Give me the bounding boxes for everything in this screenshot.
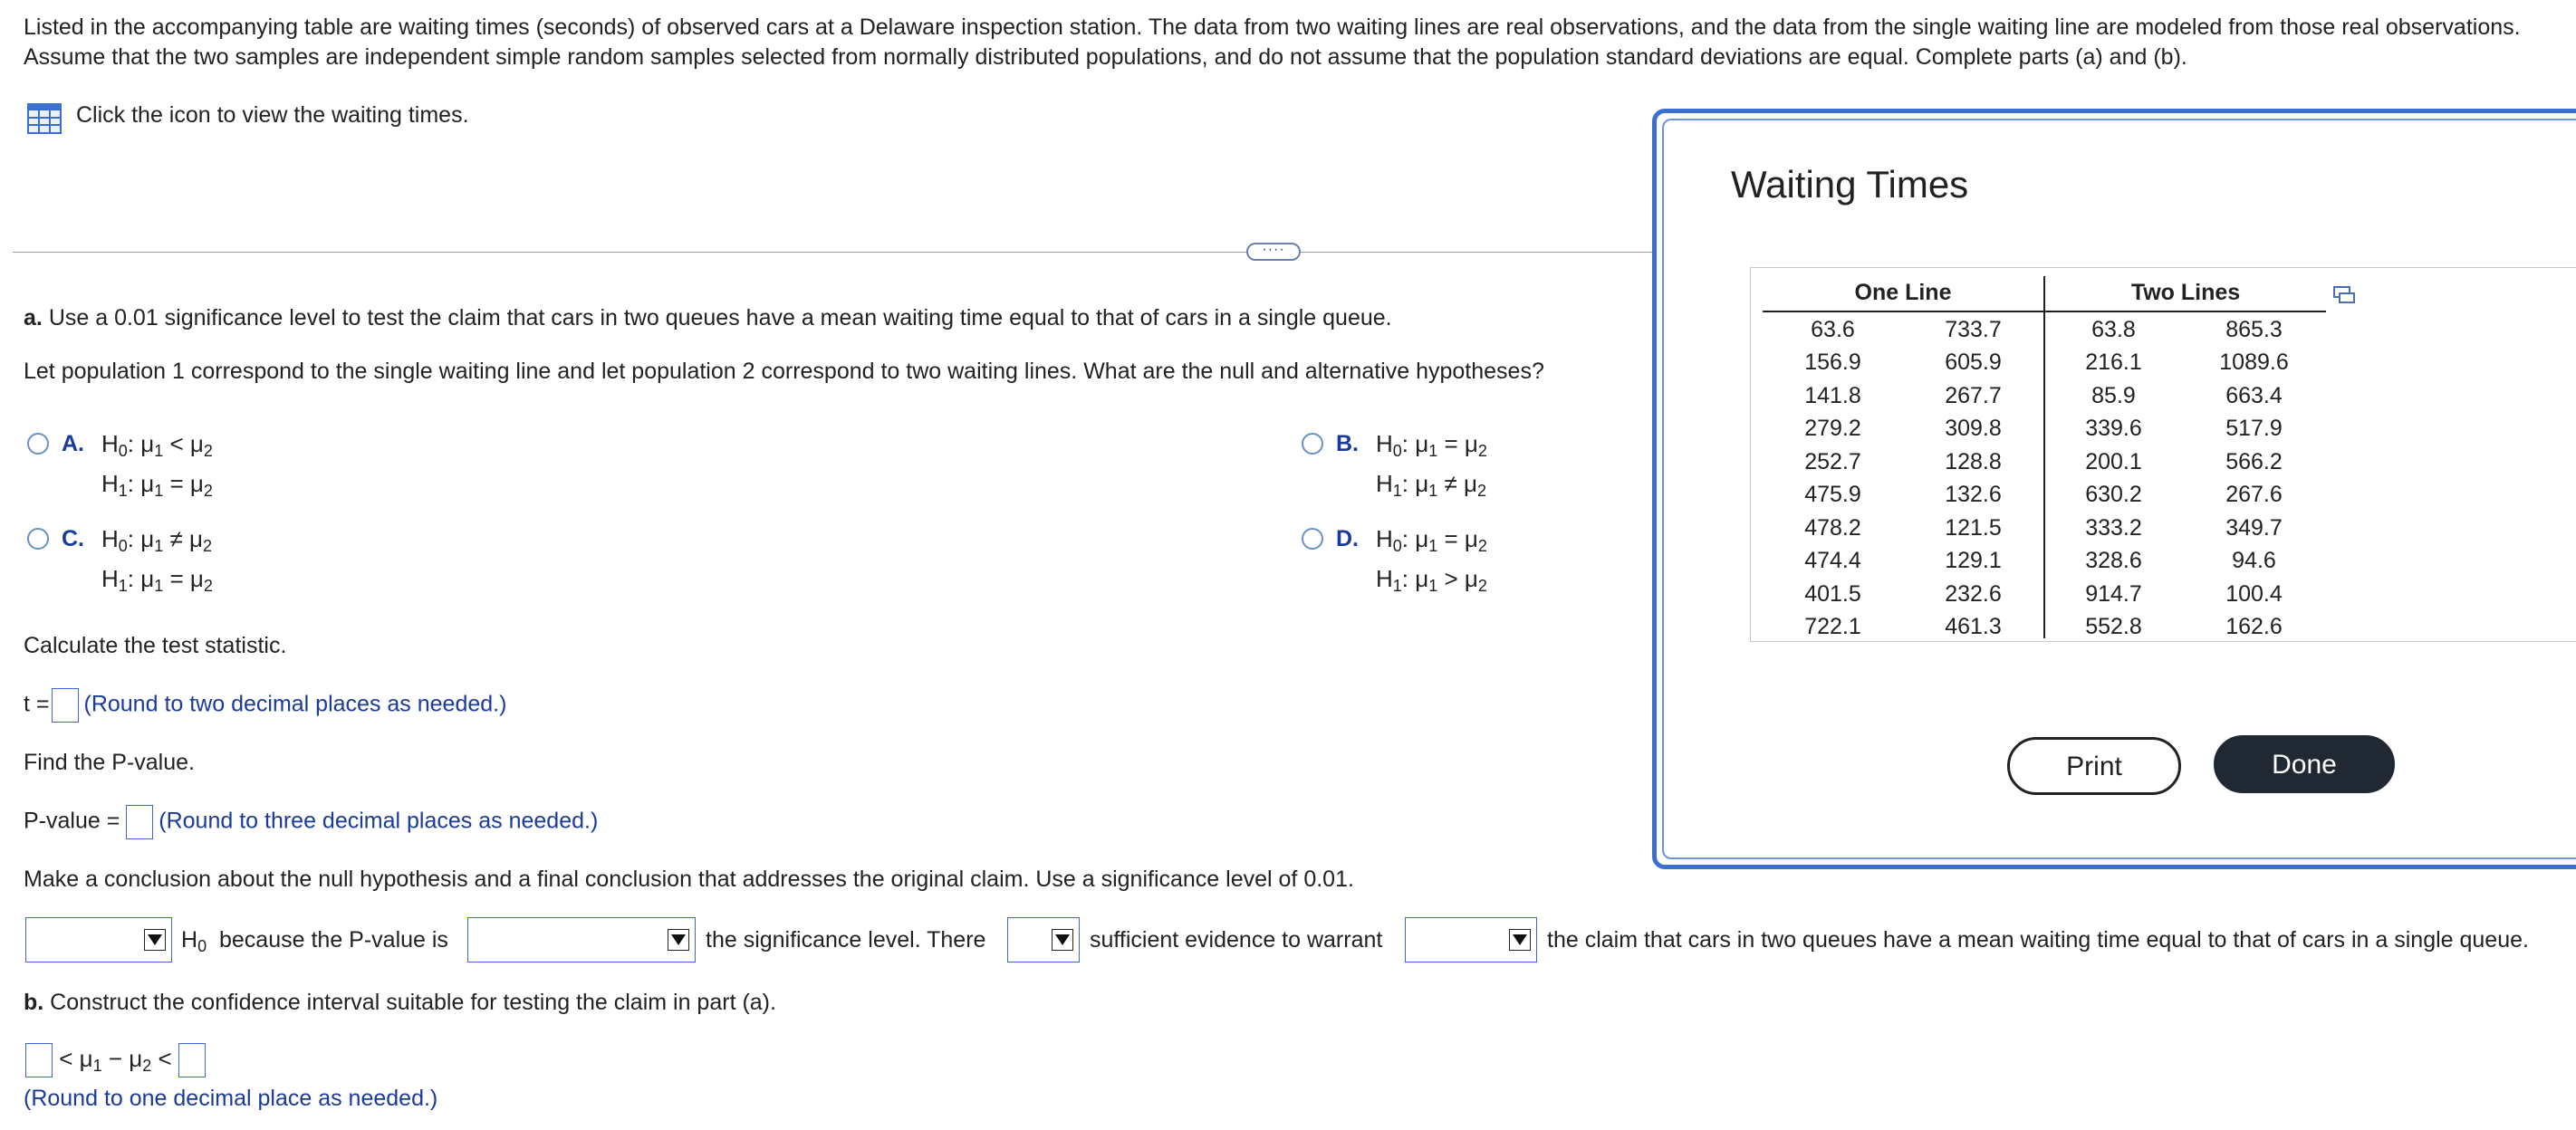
ci-upper-input[interactable] <box>178 1043 206 1077</box>
comparison-dropdown[interactable] <box>467 917 696 962</box>
table-cell: 156.9 <box>1804 350 1861 376</box>
header-underline-1 <box>1763 311 2043 312</box>
table-row <box>1763 347 2324 380</box>
section-divider <box>13 252 1654 253</box>
population-text: Let population 1 correspond to the single waiting line and let population 2 correspond to two waiting lines. What are the null and alternative hypotheses? <box>24 359 1544 384</box>
data-table-icon[interactable] <box>27 103 62 134</box>
option-b-radio[interactable] <box>1302 433 1323 455</box>
option-d-hypotheses <box>1376 519 1487 599</box>
table-cell: 339.6 <box>2085 416 2142 442</box>
table-cell: 63.6 <box>1811 316 1855 342</box>
print-button[interactable]: Print <box>2007 737 2181 795</box>
part-b-letter: b. <box>24 990 44 1015</box>
h0-label: $H_0$ <box>181 927 207 955</box>
conclusion-prompt: Make a conclusion about the null hypothesis and a final conclusion that addresses the original claim. Use a significance level of 0.01. <box>24 867 1354 892</box>
problem-intro: Listed in the accompanying table are waiting times (seconds) of observed cars at a Delaware inspection station. The data from two waiting lines are real observations, and the data from the single waiting line are modeled from those real observations. Assume that the two samples are independent simple random samples selected from normally distributed populations, and do not assume that the population standard deviations are equal. Complete parts (a) and (b). <box>24 14 2521 70</box>
table-cell: 401.5 <box>1804 580 1861 607</box>
p-row <box>24 805 598 839</box>
table-row <box>1763 313 2324 347</box>
option-a-label: A. <box>62 431 84 456</box>
table-cell: 267.6 <box>2225 482 2283 508</box>
table-row <box>1763 479 2324 512</box>
option-d-radio[interactable] <box>1302 528 1323 550</box>
table-cell: 267.7 <box>1945 382 2002 408</box>
part-a-question <box>24 303 1392 333</box>
table-cell: 566.2 <box>2225 448 2283 474</box>
group-header-one-line: One Line <box>1854 280 1952 305</box>
table-cell: 630.2 <box>2085 482 2142 508</box>
option-b-label: B. <box>1336 431 1359 456</box>
option-a-h1: $H_1$: $\mu_1 = \mu_2$ <box>101 470 213 500</box>
popup-title: Waiting Times <box>1731 163 1969 206</box>
option-a-h0: $H_0$: $\mu_1 < \mu_2$ <box>101 430 213 460</box>
copy-table-icon[interactable] <box>2332 284 2356 306</box>
table-cell: 141.8 <box>1804 382 1861 408</box>
t-prefix: t = <box>24 691 50 717</box>
table-cell: 474.4 <box>1804 548 1861 574</box>
chevron-down-icon <box>668 929 689 951</box>
option-c-radio[interactable] <box>27 528 49 550</box>
part-b-text: Construct the confidence interval suitable for testing the claim in part (a). <box>50 990 776 1015</box>
calc-test-stat-text: Calculate the test statistic. <box>24 633 287 658</box>
chevron-down-icon <box>144 929 166 951</box>
table-cell: 200.1 <box>2085 448 2142 474</box>
resize-handle[interactable]: ···· <box>1246 243 1301 261</box>
chevron-down-icon <box>1509 929 1531 951</box>
part-b-hint: (Round to one decimal place as needed.) <box>24 1086 438 1111</box>
t-hint: (Round to two decimal places as needed.) <box>83 691 507 717</box>
find-p-text: Find the P-value. <box>24 750 195 775</box>
p-value-input[interactable] <box>126 805 153 839</box>
table-cell: 85.9 <box>2091 382 2136 408</box>
table-row <box>1763 512 2324 545</box>
table-row <box>1763 545 2324 579</box>
table-cell: 252.7 <box>1804 448 1861 474</box>
table-cell: 162.6 <box>2225 614 2283 640</box>
table-row <box>1763 578 2324 611</box>
table-cell: 517.9 <box>2225 416 2283 442</box>
table-cell: 100.4 <box>2225 580 2283 607</box>
done-button[interactable]: Done <box>2214 735 2395 793</box>
conclusion-text-2: the significance level. There <box>706 927 986 953</box>
table-cell: 94.6 <box>2232 548 2276 574</box>
evidence-dropdown[interactable] <box>1007 917 1080 962</box>
p-prefix: P-value = <box>24 808 120 834</box>
option-c-label: C. <box>62 526 84 551</box>
table-cell: 333.2 <box>2085 514 2142 541</box>
table-cell: 128.8 <box>1945 448 2002 474</box>
table-cell: 63.8 <box>2091 316 2136 342</box>
view-data-link[interactable]: Click the icon to view the waiting times. <box>76 102 469 128</box>
data-table <box>1763 313 2324 644</box>
table-cell: 663.4 <box>2225 382 2283 408</box>
conclusion-text-1: because the P-value is <box>219 927 448 953</box>
p-hint: (Round to three decimal places as needed.) <box>159 808 599 834</box>
option-d-h1: $H_1$: $\mu_1 > \mu_2$ <box>1376 565 1487 595</box>
table-cell: 722.1 <box>1804 614 1861 640</box>
table-cell: 121.5 <box>1945 514 2002 541</box>
table-cell: 216.1 <box>2085 350 2142 376</box>
option-b-hypotheses <box>1376 424 1487 503</box>
option-b-h1: $H_1$: $\mu_1 \ne \mu_2$ <box>1376 470 1486 500</box>
table-cell: 552.8 <box>2085 614 2142 640</box>
part-a-letter: a. <box>24 305 43 330</box>
table-row <box>1763 611 2324 645</box>
option-c-h0: $H_0$: $\mu_1 \ne \mu_2$ <box>101 525 212 555</box>
table-cell: 309.8 <box>1945 416 2002 442</box>
table-row <box>1763 379 2324 413</box>
table-cell: 129.1 <box>1945 548 2002 574</box>
table-cell: 733.7 <box>1945 316 2002 342</box>
option-c-h1: $H_1$: $\mu_1 = \mu_2$ <box>101 565 213 595</box>
table-row <box>1763 445 2324 479</box>
part-a-text: Use a 0.01 significance level to test the claim that cars in two queues have a mean waiting time equal to that of cars in a single queue. <box>48 305 1392 330</box>
table-cell: 461.3 <box>1945 614 2002 640</box>
table-cell: 232.6 <box>1945 580 2002 607</box>
header-underline-2 <box>2045 311 2326 312</box>
conclusion-text-3: sufficient evidence to warrant <box>1090 927 1383 953</box>
option-a-radio[interactable] <box>27 433 49 455</box>
option-d-h0: $H_0$: $\mu_1 = \mu_2$ <box>1376 525 1487 555</box>
table-cell: 279.2 <box>1804 416 1861 442</box>
group-header-two-lines: Two Lines <box>2130 280 2241 305</box>
warrant-dropdown[interactable] <box>1405 917 1537 962</box>
part-b-question <box>24 988 776 1018</box>
reject-dropdown[interactable] <box>25 917 172 962</box>
table-cell: 478.2 <box>1804 514 1861 541</box>
table-cell: 865.3 <box>2225 316 2283 342</box>
t-input[interactable] <box>52 688 79 723</box>
table-cell: 475.9 <box>1804 482 1861 508</box>
option-a-hypotheses <box>101 424 213 503</box>
chevron-down-icon <box>1052 929 1073 951</box>
table-cell: 132.6 <box>1945 482 2002 508</box>
table-cell: 349.7 <box>2225 514 2283 541</box>
table-row <box>1763 413 2324 446</box>
table-cell: 328.6 <box>2085 548 2142 574</box>
table-cell: 1089.6 <box>2219 350 2289 376</box>
option-c-hypotheses <box>101 519 213 599</box>
table-cell: 605.9 <box>1945 350 2002 376</box>
option-b-h0: $H_0$: $\mu_1 = \mu_2$ <box>1376 430 1487 460</box>
ci-row: < $\mu_1 - \mu_2$ < <box>25 1043 206 1077</box>
option-d-label: D. <box>1336 526 1359 551</box>
table-cell: 914.7 <box>2085 580 2142 607</box>
ci-lower-input[interactable] <box>25 1043 53 1077</box>
conclusion-text-4: the claim that cars in two queues have a mean waiting time equal to that of cars in a single queue. <box>1547 927 2529 953</box>
t-row <box>24 688 506 723</box>
